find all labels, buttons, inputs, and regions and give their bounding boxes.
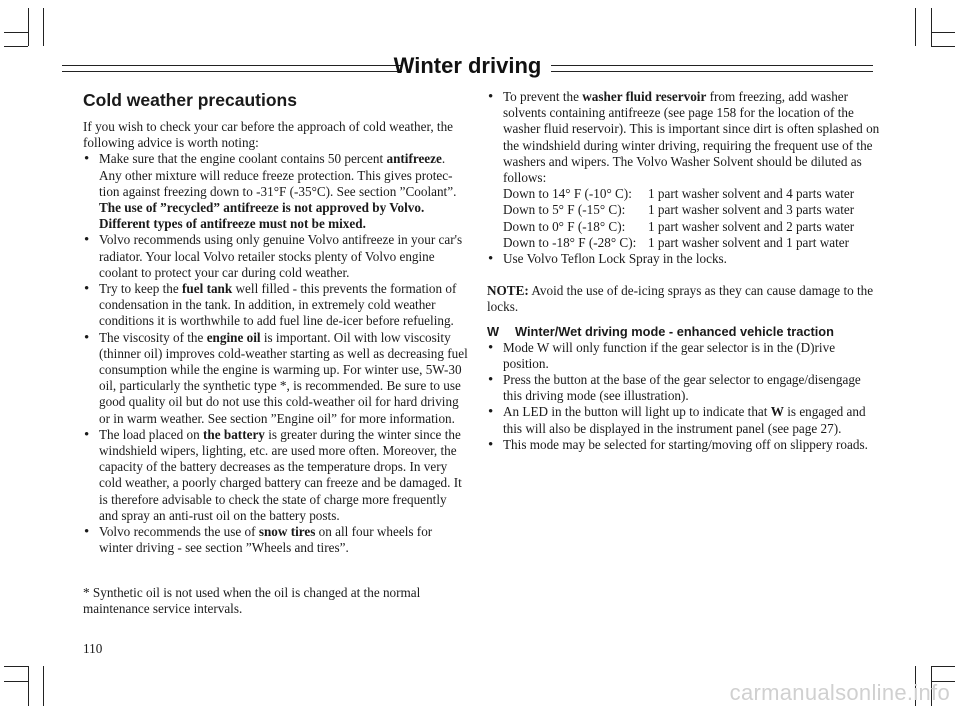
list-item-mode-w: • Mode W will only function if the gear selector is in the (D)rive position. [487,340,882,372]
watermark: carmanualsonline.info [729,680,950,705]
crop-mark [4,32,28,33]
crop-mark [931,32,955,33]
subsection-heading: W Winter/Wet driving mode - enhanced vehicle traction [487,323,834,339]
crop-mark [4,681,28,682]
header-rule-right [551,65,873,72]
crop-mark [915,8,916,46]
footnote: * Synthetic oil is not used when the oil is changed at the normal maintenance service intervals. [83,585,421,617]
list-item-genuine-antifreeze: • Volvo recommends using only genuine Volvo antifreeze in your car's radiator. Your local Volvo retailer stocks plenty of Volvo engine coolant to protect your car during cold weather. [83,232,468,281]
crop-mark [28,666,29,706]
right-column [487,89,882,453]
list-item-antifreeze: • Make sure that the engine coolant contains 50 percent antifreeze. Any other mixture will reduce freeze protection. This gives protec-tion against freezing down to -31°F (-35°C). See section ”Coolant”. The use of ”recycled” antifreeze is not approved by Volvo. Different types of antifreeze must not be mixed. [83,151,468,232]
crop-mark [931,46,955,47]
list-item-lock-spray: • Use Volvo Teflon Lock Spray in the locks. [487,251,882,267]
intro-paragraph: If you wish to check your car before the approach of cold weather, the following advice is worth noting: [83,119,454,151]
crop-mark [4,46,28,47]
page-number: 110 [83,641,103,656]
dilution-table [503,186,882,251]
crop-mark [28,8,29,46]
list-item-fuel-tank: • Try to keep the fuel tank well filled - this prevents the formation of condensation in the tank. In addition, in extremely cold weather conditions it is worthwhile to add fuel line de-icer before refueling. [83,281,468,330]
crop-mark [931,8,932,46]
crop-mark [43,8,44,46]
list-item-slippery-roads: • This mode may be selected for starting/moving off on slippery roads. [487,437,882,453]
list-item-engine-oil: • The viscosity of the engine oil is important. Oil with low viscosity (thinner oil) improves cold-weather starting as well as decreasing fuel consumption while the engine is warming up. For winter use, 5W-30 oil, particularly the synthetic type *, is recommended. Be sure to use good quality oil but do not use this cold-weather oil for hard driving or in warm weather. See section ”Engine oil” for more information. [83,330,468,427]
list-item-led: • An LED in the button will light up to indicate that W is engaged and this will also be displayed in the instrument panel (see page 27). [487,404,882,436]
dilution-row: Down to 0° F (-18° C): 1 part washer solvent and 2 parts water [503,218,855,234]
note-paragraph: NOTE: Avoid the use of de-icing sprays as they can cause damage to the locks. [487,283,874,315]
page-header [62,53,873,80]
dilution-row: Down to -18° F (-28° C): 1 part washer solvent and 1 part water [503,234,850,250]
section-heading: Cold weather precautions [83,90,297,110]
page-title: Winter driving [393,53,542,78]
list-item-battery: • The load placed on the battery is greater during the winter since the windshield wipers, lighting, etc. are used more often. Moreover, the capacity of the battery decreases as the temperature drops. In very cold weather, a poorly charged battery can freeze and be damaged. It is therefore advisable to check the state of charge more frequently and spray an anti-rust oil on the battery posts. [83,427,468,524]
list-item-snow-tires: • Volvo recommends the use of snow tires on all four wheels for winter driving - see section ”Wheels and tires”. [83,524,468,556]
list-item-washer-fluid: • To prevent the washer fluid reservoir from freezing, add washer solvents containing antifreeze (see page 158 for the location of the washer fluid reservoir). This is important since dirt is often splashed on the windshield during winter driving, requiring the frequent use of the washers and wipers. The Volvo Washer Solvent should be diluted as follows: Down to 14° F (-10° C): 1 part washer solvent and 4 parts water Down to 5° F (-15° C): 1 part washer solvent and 3 parts water Down to 0° F (-18° C): 1 part washer solvent and 2 parts water Down to -18° F (-28° C): 1 part washer solvent and 1 part water [487,89,882,251]
dilution-row: Down to 14° F (-10° C): 1 part washer solvent and 4 parts water [503,186,855,202]
left-column [83,89,468,556]
crop-mark [43,666,44,706]
dilution-row: Down to 5° F (-15° C): 1 part washer solvent and 3 parts water [503,202,855,218]
list-item-press-button: • Press the button at the base of the gear selector to engage/disengage this driving mode (see illustration). [487,372,882,404]
crop-mark [4,666,28,667]
crop-mark [931,666,955,667]
